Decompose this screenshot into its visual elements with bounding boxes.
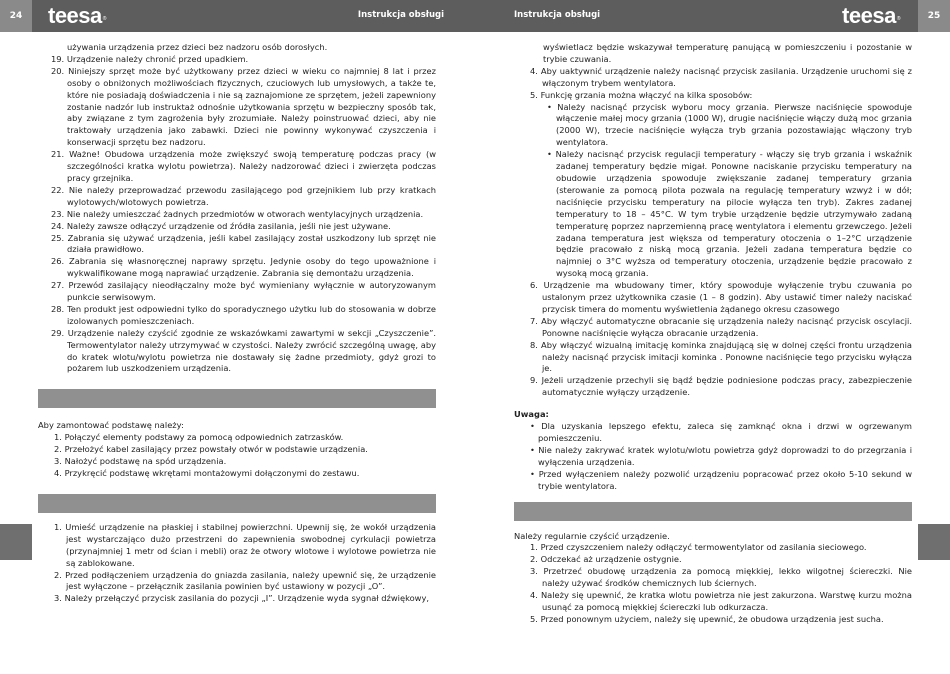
list-item-text: Zabrania się używać urządzenia, jeśli kabel zasilający został uszkodzony lub sprzęt nie działa prawidłowo. — [67, 232, 436, 255]
list-item-text: Ten produkt jest odpowiedni tylko do sporadycznego użytku lub do stosowania w dobrze izolowanych pomieszczeniach. — [67, 303, 437, 326]
list-item — [38, 593, 436, 605]
bullet-text: Przed wyłączeniem należy pozwolić urządzeniu popracować przez około 5-10 sekund w trybie wentylatora. — [538, 468, 913, 491]
list-item — [38, 54, 436, 66]
list-item-number: 4. — [530, 590, 538, 601]
list-item — [38, 233, 436, 257]
list-item — [514, 554, 912, 566]
section-header-bar-cleaning — [514, 502, 912, 521]
bullet-text: Nie należy zakrywać kratek wylotu/wlotu powietrza gdyż doprowadzi to do przegrzania i wyłączenia urządzenia. — [538, 444, 913, 467]
section-header-bar-usage — [38, 494, 436, 513]
list-item-number: 22. — [51, 184, 65, 195]
header-title-left: Instrukcja obsługi — [357, 10, 444, 20]
list-item — [514, 280, 912, 316]
cleaning-intro: Należy regularnie czyścić urządzenie. — [514, 530, 670, 541]
list-item — [38, 468, 436, 480]
list-item-number: 5. — [530, 89, 538, 100]
list-item-number: 25. — [51, 232, 65, 243]
list-item — [514, 375, 912, 399]
list-item — [38, 328, 436, 376]
bullet-text: Należy nacisnąć przycisk regulacji temperatury - włączy się tryb grzania i wskaźnik zadanej temperatury będzie migał. Ponowne naciskanie przycisku temperatury na obudowie urządzenia spowoduje zwiększanie zadanej temperatury grzania (sterowanie za pomocą pilota pozwala na regulację temperatury wzwyż i w dół; naciśnięcie przycisku temperatury na pilocie wyłącza ten tryb). Zakres zadanej temperatury to 18 – 45°C. W tym trybie urządzenie będzie utrzymywało zadaną temperaturę poprzez naprzemienną pracę wentylatora i elementu grzewczego. Jeżeli zadana temperatura jest większa od temperatury otoczenia o 1–2°C urządzenie będzie pracowało z niską mocą grzania. Jeżeli zadana temperatura będzie co najmniej o 3°C wyższa od temperatury otoczenia, urządzenie będzie pracowało z wysoką mocą grzania. — [555, 149, 912, 279]
bullet-text: Należy nacisnąć przycisk wyboru mocy grzania. Pierwsze naciśnięcie spowoduje włączenie małej mocy grzania (1000 W), drugie naciśnięcie włączy dużą moc grzania (2000 W), trzecie naciśnięcie wyłącza tryb grzania pozostawiając włączony tryb wentylatora. — [556, 101, 912, 148]
brand-logo-right — [842, 3, 900, 29]
usage-steps-list — [38, 522, 436, 605]
list-item-number: 1. — [54, 521, 62, 532]
list-item — [514, 542, 912, 554]
list-item-number: 29. — [51, 327, 65, 338]
list-item-text: Nie należy przeprowadzać przewodu zasilającego pod grzejnikiem lub przy kratkach wylotowych/wlotowych powietrza. — [67, 184, 436, 207]
list-item-text: Umieść urządzenie na płaskiej i stabilnej powierzchni. Upewnij się, że wokół urządzenia jest wystarczająco dużo przestrzeni do zapewnienia swobodnej cyrkulacji powietrza (przynajmniej 1 metr od ścian i mebli) oraz że otwory wlotowe i wylotowe powietrza nie są zablokowane. — [65, 521, 436, 568]
list-item — [38, 280, 436, 304]
bullet-icon: • — [547, 101, 558, 112]
list-item — [38, 221, 436, 233]
note-title-text: Uwaga: — [514, 409, 549, 420]
list-item — [514, 566, 912, 590]
list-item-text: Aby włączyć wizualną imitację kominka znajdującą się w dolnej części frontu urządzenia należy nacisnąć przycisk imitacji kominka . Ponowne naciśnięcie tego przycisku wyłącza je. — [541, 339, 912, 374]
brand-logo-text: teesa — [842, 3, 896, 28]
list-item — [38, 456, 436, 468]
list-item-text: Aby włączyć automatyczne obracanie się urządzenia należy nacisnąć przycisk oscylacji. Ponowne naciśnięcie wyłącza obracanie urządzenia. — [541, 315, 912, 338]
usage-steps-list-right-2 — [514, 280, 912, 399]
list-item — [514, 66, 912, 90]
list-item-number: 3. — [530, 566, 538, 577]
bullet-text: Dla uzyskania lepszego efektu, zaleca się zamknąć okna i drzwi w ogrzewanym pomieszczeniu. — [538, 421, 912, 443]
list-item — [38, 256, 436, 280]
list-item-number: 2. — [54, 444, 62, 455]
brand-logo-left — [48, 3, 106, 29]
list-item-text: Przełożyć kabel zasilający przez powstały otwór w podstawie urządzenia. — [64, 444, 368, 455]
list-item-number: 26. — [51, 256, 65, 267]
list-item-text: Przed podłączeniem urządzenia do gniazda zasilania, należy upewnić się, że urządzenie jest wyłączone – przełącznik zasilania powinien być ustawiony w pozycji „O”. — [65, 569, 436, 592]
list-item-text: Funkcję grzania można włączyć na kilka sposobów: — [540, 89, 753, 100]
bullet-icon: • — [530, 421, 542, 432]
list-item-number: 4. — [54, 468, 62, 478]
list-item-text: Urządzenie ma wbudowany timer, który spowoduje wyłączenie trybu czuwania po ustalonym przez użytkownika czasie (1 – 8 godzin). Aby ustawić timer należy naciskać przycisk timera do momentu wyświetlenia żądanego okresu czasowego — [542, 280, 913, 314]
list-item — [38, 444, 436, 456]
list-item — [514, 90, 912, 102]
list-item-number: 5. — [530, 613, 538, 624]
usage-continuation: wyświetlacz będzie wskazywał temperaturę panującą w pomieszczeniu i pozostanie w trybie czuwania. — [543, 42, 912, 64]
list-item — [38, 209, 436, 221]
bullet-icon: • — [547, 149, 556, 160]
header-title-right: Instrukcja obsługi — [514, 10, 601, 20]
list-item-text: Nie należy umieszczać żadnych przedmiotów w otworach wentylacyjnych urządzenia. — [66, 208, 424, 219]
list-item-text: Przed czyszczeniem należy odłączyć termowentylator od zasilania sieciowego. — [540, 542, 867, 553]
list-item — [38, 522, 436, 570]
page-number-right: 25 — [918, 0, 950, 32]
heating-methods-list — [514, 102, 912, 281]
list-item — [38, 570, 436, 594]
bullet-item — [514, 469, 912, 493]
bullet-icon: • — [530, 468, 539, 479]
bullet-icon: • — [530, 444, 539, 455]
list-item-number: 4. — [530, 65, 538, 76]
list-item-text: Urządzenie należy chronić przed upadkiem. — [66, 53, 249, 64]
right-column — [514, 42, 912, 626]
list-item-number: 19. — [51, 53, 65, 64]
list-item-number: 7. — [530, 315, 538, 326]
brand-logo-text: teesa — [48, 3, 102, 28]
bullet-item — [514, 149, 912, 280]
registered-mark: ® — [896, 16, 900, 22]
list-item — [514, 590, 912, 614]
page-header — [0, 0, 950, 32]
list-item-number: 3. — [54, 593, 62, 604]
list-item-text: Ważne! Obudowa urządzenia może zwiększyć swoją temperaturę podczas pracy (w szczególności kratka wylotu powietrza). Należy nadzorować dzieci i zwierzęta podczas pracy grzejnika. — [67, 149, 436, 183]
list-item-number: 9. — [530, 375, 538, 386]
cleaning-steps-list — [514, 542, 912, 625]
list-item-number: 2. — [54, 569, 62, 580]
registered-mark: ® — [102, 16, 106, 22]
list-item-number: 24. — [51, 220, 65, 231]
list-item-text: Nałożyć podstawę na spód urządzenia. — [64, 456, 227, 467]
list-item-text: Należy przełączyć przycisk zasilania do pozycji „I”. Urządzenie wyda sygnał dźwiękowy, — [64, 593, 430, 604]
list-item-text: Przewód zasilający nieodłączalny może być wymieniany wyłącznie w autoryzowanym punkcie serwisowym. — [67, 280, 437, 303]
list-item-number: 8. — [530, 339, 538, 350]
page-number-left: 24 — [0, 0, 32, 32]
list-item — [38, 185, 436, 209]
side-tab-right — [918, 524, 950, 560]
list-item-text: Urządzenie należy czyścić zgodnie ze wskazówkami zawartymi w sekcji „Czyszczenie”. Termowentylator należy utrzymywać w czystości. Należy zwrócić szczególną uwagę, aby do kratek wlotu/wylotu powietrza nie dostawały się żadne przedmioty, gdyż grozi to pożarem lub uszkodzeniem urządzenia. — [67, 327, 437, 374]
list-item — [514, 316, 912, 340]
list-item-text: Należy się upewnić, że kratka wlotu powietrza nie jest zakurzona. Warstwę kurzu można usunąć za pomocą miękkiej ściereczki lub odkurzacza. — [540, 590, 912, 612]
list-item — [38, 304, 436, 328]
safety-continuation: używania urządzenia przez dzieci bez nadzoru osób dorosłych. — [67, 42, 328, 52]
list-item — [514, 340, 912, 376]
list-item-number: 27. — [51, 280, 65, 291]
list-item-number: 21. — [51, 149, 65, 160]
list-item-text: Odczekać aż urządzenie ostygnie. — [540, 554, 682, 565]
list-item-text: Przetrzeć obudowę urządzenia za pomocą miękkiej, lekko wilgotnej ściereczki. Nie należy używać środków chemicznych lub ściernych. — [542, 566, 912, 589]
side-tab-left — [0, 524, 32, 560]
list-item-text: Przed ponownym użyciem, należy się upewnić, że obudowa urządzenia jest sucha. — [540, 613, 884, 624]
bullet-item — [514, 102, 912, 150]
list-item — [38, 432, 436, 444]
list-item — [514, 614, 912, 626]
usage-steps-list-right — [514, 66, 912, 102]
list-item-text: Aby uaktywnić urządzenie należy nacisnąć przycisk zasilania. Urządzenie uruchomi się z włączonym trybem wentylatora. — [540, 65, 913, 88]
section-header-bar-stand — [38, 389, 436, 408]
safety-list — [38, 54, 436, 375]
list-item-number: 20. — [51, 65, 65, 76]
list-item-text: Należy zawsze odłączyć urządzenie od źródła zasilania, jeśli nie jest używane. — [66, 220, 391, 231]
list-item-number: 23. — [51, 208, 65, 219]
list-item-number: 3. — [54, 456, 62, 467]
list-item-number: 2. — [530, 554, 538, 565]
list-item — [38, 149, 436, 185]
list-item-number: 6. — [530, 280, 538, 291]
list-item-text: Jeżeli urządzenie przechyli się bądź będzie podniesione podczas pracy, zabezpieczenie automatycznie wyłączy urządzenie. — [541, 375, 912, 398]
list-item-number: 28. — [51, 303, 65, 314]
bullet-item — [514, 421, 912, 445]
list-item-text: Zabrania się własnoręcznej naprawy sprzętu. Jedynie osoby do tego upoważnione i wykwalifikowane mogą naprawiać urządzenie. Zabrania się demontażu urządzenia. — [67, 256, 436, 279]
list-item-text: Połączyć elementy podstawy za pomocą odpowiednich zatrzasków. — [64, 432, 344, 443]
list-item-text: Niniejszy sprzęt może być użytkowany przez dzieci w wieku co najmniej 8 lat i przez osoby o obniżonych możliwościach fizycznych, czuciowych lub umysłowych, a także te, które nie posiadają doświadczenia i nie są zaznajomione ze sprzętem, jeżeli zapewniony zostanie nadzór lub instruktaż odnośnie użytkowania sprzętu w bezpieczny sposób tak, aby związane z tym zagrożenia były zrozumiałe. Należy poinstruować dzieci, aby nie traktowały urządzenia jako zabawki. Dzieci nie powinny wykonywać czyszczenia i konserwacji sprzętu bez nadzoru. — [67, 65, 436, 148]
stand-intro: Aby zamontować podstawę należy: — [38, 420, 184, 431]
list-item-text: Przykręcić podstawę wkrętami montażowymi dołączonymi do zestawu. — [64, 468, 360, 478]
list-item — [38, 66, 436, 149]
notes-list — [514, 421, 912, 492]
list-item-number: 1. — [54, 432, 62, 443]
stand-steps-list — [38, 432, 436, 480]
left-column — [38, 42, 436, 605]
note-title — [514, 409, 912, 421]
list-item-number: 1. — [530, 542, 538, 553]
bullet-item — [514, 445, 912, 469]
